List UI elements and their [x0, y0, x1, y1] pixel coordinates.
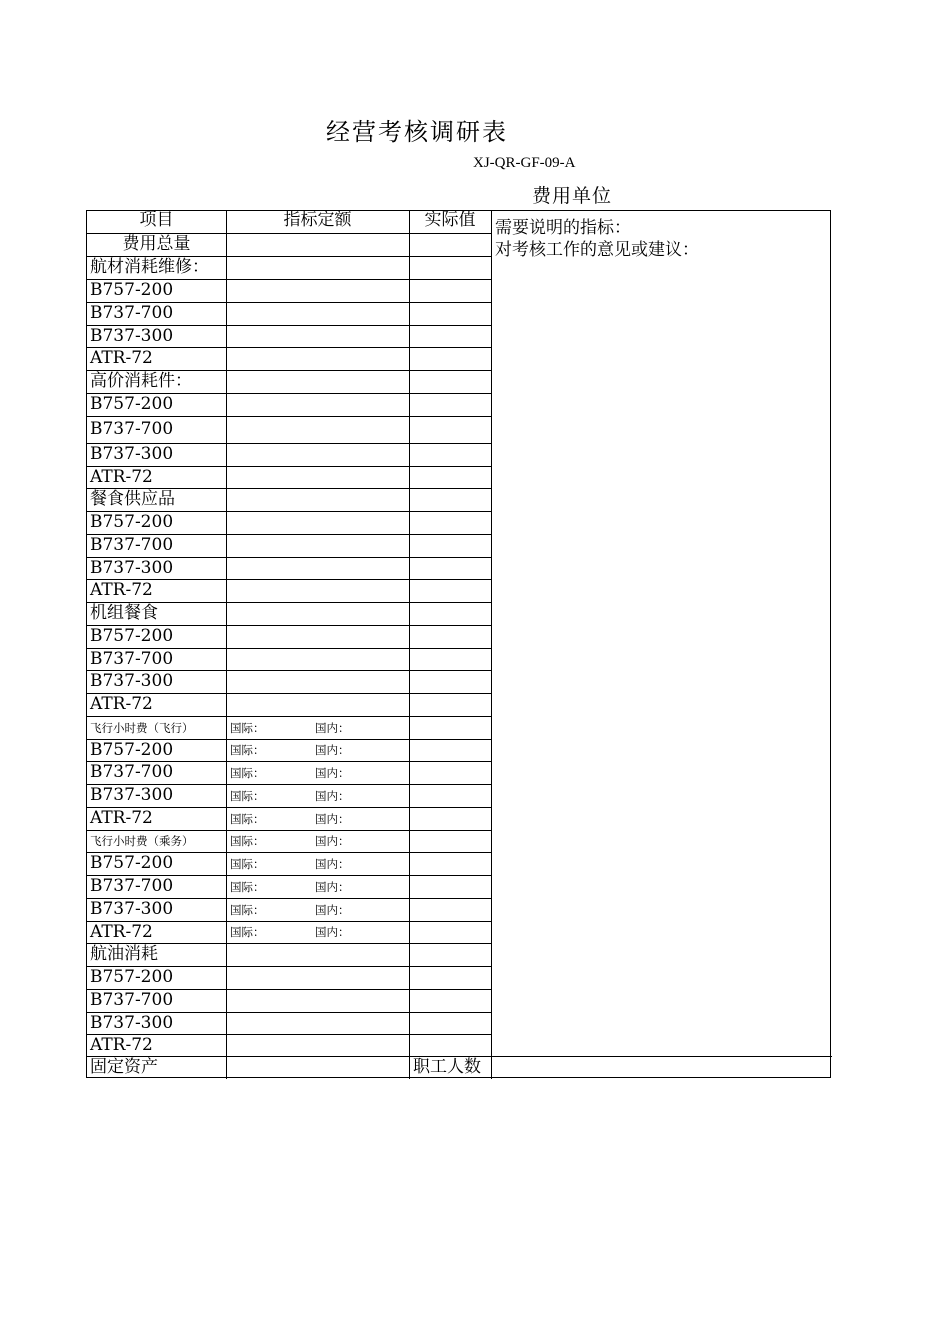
dom-label: 国内：: [315, 880, 350, 894]
survey-table: [86, 210, 831, 1078]
row-label: 航材消耗维修：: [90, 257, 209, 277]
row-label: ATR-72: [90, 808, 153, 828]
intl-label: 国际：: [230, 743, 265, 757]
row-label: 餐食供应品: [90, 489, 175, 509]
row-label: 航油消耗: [90, 944, 158, 964]
intl-label: 国际：: [230, 857, 265, 871]
row-label: B737-700: [90, 649, 174, 669]
row-divider: [87, 416, 491, 417]
dom-label: 国内：: [315, 834, 350, 848]
row-label: B757-200: [90, 512, 174, 532]
row-label: 机组餐食: [90, 603, 158, 623]
row-label: B737-300: [90, 671, 174, 691]
intl-label: 国际：: [230, 812, 265, 826]
row-label: B757-200: [90, 394, 174, 414]
intl-label: 国际：: [230, 834, 265, 848]
row-label: B737-300: [90, 326, 174, 346]
dom-label: 国内：: [315, 812, 350, 826]
dom-label: 国内：: [315, 903, 350, 917]
header-1: 指标定额: [283, 210, 352, 230]
document-code: XJ-QR-GF-09-A: [473, 155, 576, 171]
row-label: B737-700: [90, 419, 174, 439]
row-label: B757-200: [90, 853, 174, 873]
dom-label: 国内：: [315, 925, 350, 939]
row-label: ATR-72: [90, 467, 153, 487]
row-label: B757-200: [90, 967, 174, 987]
row-label: B757-200: [90, 740, 174, 760]
row-label: B737-700: [90, 303, 174, 323]
row-label: B757-200: [90, 280, 174, 300]
page-title: 经营考核调研表: [326, 118, 508, 146]
row-label: 费用总量: [122, 234, 191, 254]
intl-label: 国际：: [230, 925, 265, 939]
intl-label: 国际：: [230, 789, 265, 803]
header-2: 实际值: [424, 210, 476, 230]
row-label: B737-300: [90, 1013, 174, 1033]
intl-label: 国际：: [230, 766, 265, 780]
staff-count-label: 职工人数: [413, 1057, 481, 1077]
dom-label: 国内：: [315, 766, 350, 780]
column-divider: [409, 211, 410, 1079]
column-divider: [491, 211, 492, 1079]
row-label: B737-300: [90, 558, 174, 578]
intl-label: 国际：: [230, 721, 265, 735]
row-label: B737-700: [90, 762, 174, 782]
row-divider: [87, 830, 491, 831]
dom-label: 国内：: [315, 743, 350, 757]
suggestions-label: 对考核工作的意见或建议：: [495, 240, 699, 260]
header-0: 项目: [139, 210, 174, 230]
column-divider: [226, 211, 227, 1079]
fixed-assets-label: 固定资产: [90, 1057, 158, 1077]
dom-label: 国内：: [315, 721, 350, 735]
row-label: B737-300: [90, 785, 174, 805]
row-divider: [87, 716, 491, 717]
intl-label: 国际：: [230, 880, 265, 894]
intl-label: 国际：: [230, 903, 265, 917]
row-label: B737-700: [90, 535, 174, 555]
row-label: ATR-72: [90, 922, 153, 942]
row-label: B737-300: [90, 899, 174, 919]
row-label: B737-700: [90, 990, 174, 1010]
row-label: B737-300: [90, 444, 174, 464]
row-label: B737-700: [90, 876, 174, 896]
row-label: B757-200: [90, 626, 174, 646]
dom-label: 国内：: [315, 789, 350, 803]
notes-label: 需要说明的指标：: [495, 218, 631, 238]
dom-label: 国内：: [315, 857, 350, 871]
row-label: ATR-72: [90, 694, 153, 714]
row-label: ATR-72: [90, 580, 153, 600]
unit-label: 费用单位: [532, 185, 613, 207]
row-label: 飞行小时费（乘务）: [90, 834, 194, 848]
row-label: 飞行小时费（飞行）: [90, 721, 194, 735]
row-label: ATR-72: [90, 348, 153, 368]
row-label: ATR-72: [90, 1035, 153, 1055]
row-label: 高价消耗件：: [90, 371, 192, 391]
